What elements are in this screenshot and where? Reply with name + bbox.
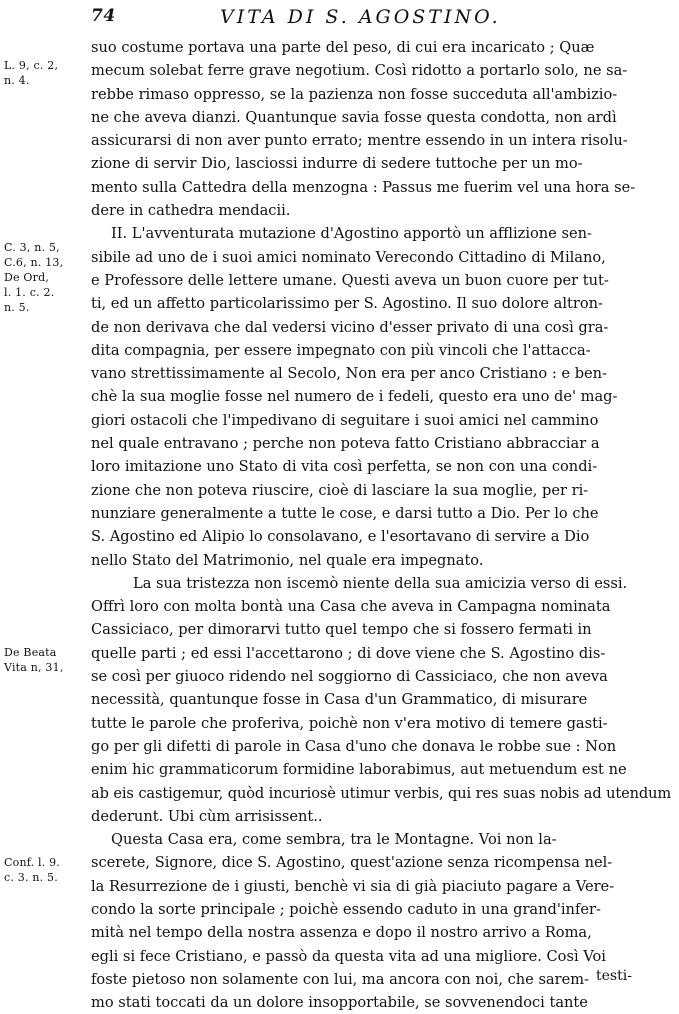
margin-note-line: Vita n, 31, [4, 661, 64, 674]
margin-note [4, 58, 86, 88]
margin-note-line: De Beata [4, 646, 57, 659]
text-line: foste pietoso non solamente con lui, ma ancora con noi, che sarem- [91, 970, 590, 988]
text-line: la Resurrezione de i giusti, benchè vi sia di già piaciuto pagare a Vere- [91, 877, 615, 895]
text-line: mo stati toccati da un dolore insopportabile, se sovvenendoci tante [91, 994, 588, 1012]
running-title: VITA DI S. AGOSTINO. [220, 6, 501, 28]
text-line: mità nel tempo della nostra assenza e dopo il nostro arrivo a Roma, [91, 924, 592, 942]
text-line: enim hic grammaticorum formidine laborabimus, aut metuendum est ne [91, 761, 627, 779]
text-line: chè la sua moglie fosse nel numero de i fedeli, questo era uno de' mag- [91, 388, 618, 406]
text-line: dere in cathedra mendacii. [91, 202, 291, 220]
catchword: testi- [596, 968, 632, 984]
text-line: nel quale entravano ; perche non poteva fatto Cristiano abbracciar a [91, 435, 600, 453]
text-line: quelle parti ; ed essi l'accettarono ; di dove viene che S. Agostino dis- [91, 644, 606, 662]
text-line: sibile ad uno de i suoi amici nominato Verecondo Cittadino di Milano, [91, 248, 606, 266]
page-number: 74 [91, 6, 116, 26]
text-line: nunziare generalmente a tutte le cose, e darsi tutto a Dio. Per lo che [91, 504, 599, 522]
paragraph-start-line: La sua tristezza non iscemò niente della sua amicizia verso di essi. [133, 574, 628, 592]
margin-note-line: n. 4. [4, 74, 30, 87]
text-line: mento sulla Cattedra della menzogna : Passus me fuerim vel una hora se- [91, 178, 636, 196]
text-line: dita compagnia, per essere impegnato con più vincoli che l'attacca- [91, 341, 591, 359]
margin-note-line: C. 3, n. 5, [4, 241, 60, 254]
text-line: condo la sorte principale ; poichè essendo caduto in una grand'infer- [91, 900, 601, 918]
margin-note [4, 240, 86, 315]
margin-note-line: De Ord, [4, 271, 50, 284]
margin-note [4, 645, 86, 675]
text-line: assicurarsi di non aver punto errato; mentre essendo in un intera risolu- [91, 132, 628, 150]
margin-note-line: n. 5. [4, 301, 30, 314]
text-line: mecum solebat ferre grave negotium. Così ridotto a portarlo solo, ne sa- [91, 62, 628, 80]
text-line: loro imitazione uno Stato di vita così perfetta, se non con una condi- [91, 458, 598, 476]
text-line: scerete, Signore, dice S. Agostino, quest'azione senza ricompensa nel- [91, 854, 613, 872]
text-line: Cassiciaco, per dimorarvi tutto quel tempo che si fossero fermati in [91, 621, 592, 639]
margin-note-line: l. 1. c. 2. [4, 286, 55, 299]
text-line: giori ostacoli che l'impedivano di seguitare i suoi amici nel cammino [91, 411, 599, 429]
text-line: S. Agostino ed Alipio lo consolavano, e l'esortavano di servire a Dio [91, 528, 590, 546]
text-line: rebbe rimaso oppresso, se la pazienza non fosse succeduta all'ambizio- [91, 85, 618, 103]
margin-note-line: C.6, n. 13, [4, 256, 64, 269]
text-line: egli si fece Cristiano, e passò da questa vita ad una migliore. Così Voi [91, 947, 606, 965]
paragraph-start-line: II. L'avventurata mutazione d'Agostino apportò un afflizione sen- [111, 225, 592, 243]
text-line: ab eis castigemur, quòd incuriosè utimur verbis, qui res suas nobis ad utendum [91, 784, 672, 802]
margin-note [4, 855, 86, 885]
text-line: ne che aveva dianzi. Quantunque savia fosse questa condotta, non ardì [91, 108, 617, 126]
body-text [91, 36, 671, 1014]
paragraph-start-line: Questa Casa era, come sembra, tra le Montagne. Voi non la- [111, 831, 557, 849]
text-line: e Professore delle lettere umane. Questi aveva un buon cuore per tut- [91, 271, 609, 289]
text-line: nello Stato del Matrimonio, nel quale era impegnato. [91, 551, 484, 569]
text-line: Offrì loro con molta bontà una Casa che aveva in Campagna nominata [91, 598, 611, 616]
text-line: zione di servir Dio, lasciossi indurre di sedere tuttoche per un mo- [91, 155, 583, 173]
text-line: se così per giuoco ridendo nel soggiorno di Cassiciaco, che non aveva [91, 668, 608, 686]
text-line: zione che non poteva riuscire, cioè di lasciare la sua moglie, per ri- [91, 481, 589, 499]
text-line: ti, ed un affetto particolarissimo per S. Agostino. Il suo dolore altron- [91, 295, 603, 313]
text-line: de non derivava che dal vedersi vicino d'esser privato di una così gra- [91, 318, 609, 336]
text-line: go per gli difetti di parole in Casa d'uno che donava le robbe sue : Non [91, 737, 617, 755]
text-line: suo costume portava una parte del peso, di cui era incaricato ; Quæ [91, 39, 595, 56]
text-line: vano strettissimamente al Secolo, Non era per anco Cristiano : e ben- [91, 365, 607, 383]
text-line: necessità, quantunque fosse in Casa d'un Grammatico, di misurare [91, 691, 588, 709]
margin-note-line: Conf. l. 9. [4, 856, 61, 869]
margin-note-line: c. 3. n. 5. [4, 871, 58, 884]
text-line: dederunt. Ubi cùm arrisissent.. [91, 807, 323, 825]
text-line: tutte le parole che proferiva, poichè non v'era motivo di temere gasti- [91, 714, 608, 732]
margin-note-line: L. 9, c. 2, [4, 59, 59, 72]
